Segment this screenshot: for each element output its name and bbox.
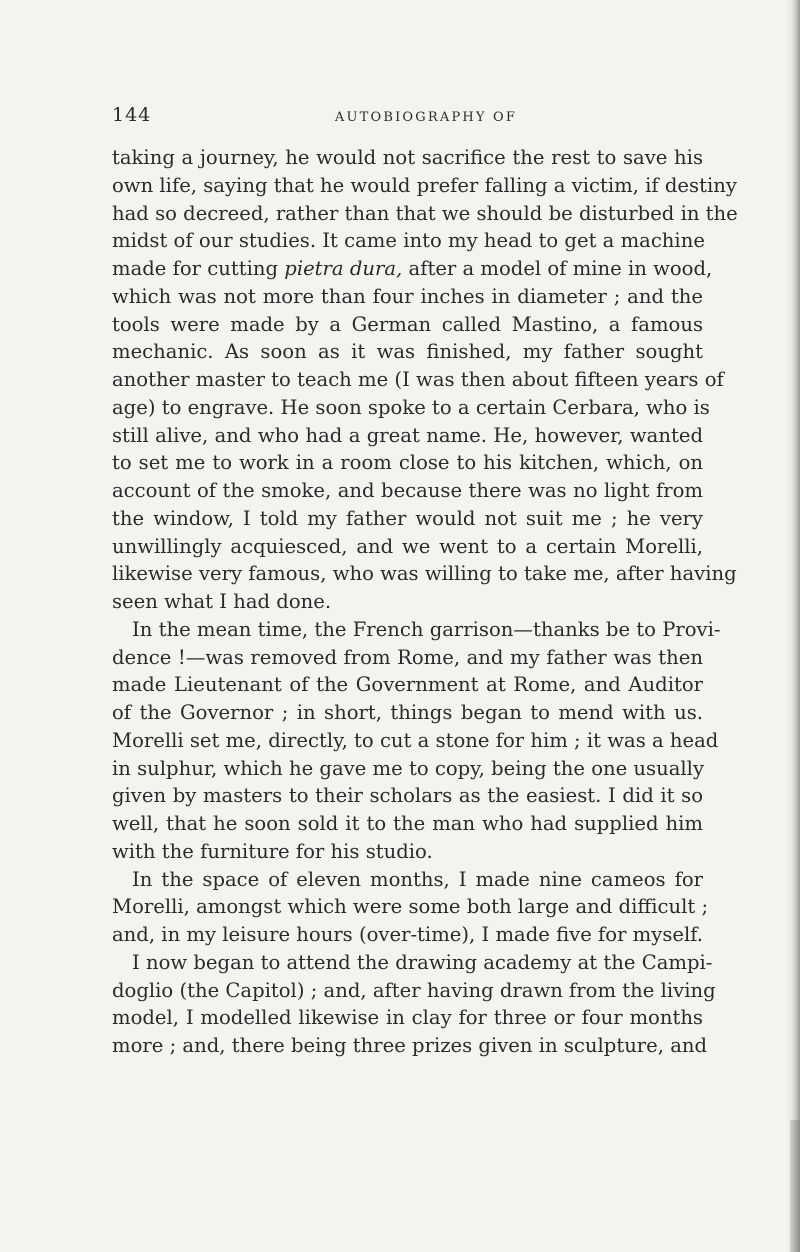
text-line: the window, I told my father would not suit me ; he very bbox=[112, 506, 703, 530]
text-line: with the furniture for his studio. bbox=[112, 839, 433, 863]
text-line: and, in my leisure hours (over-time), I made five for myself. bbox=[112, 923, 704, 946]
text-line: mechanic. As soon as it was finished, my father sought bbox=[112, 340, 703, 364]
text-line: which was not more than four inches in diameter ; and the bbox=[112, 284, 703, 308]
text-line: seen what I had done. bbox=[112, 590, 332, 613]
text-line: In the mean time, the French garrison—thanks be to Provi- bbox=[132, 617, 721, 641]
text-line: age) to engrave. He soon spoke to a certain Cerbara, who is bbox=[112, 395, 710, 419]
text-line: I now began to attend the drawing academy at the Campi- bbox=[132, 950, 713, 974]
text-line: unwillingly acquiesced, and we went to a certain Morelli, bbox=[112, 534, 703, 558]
text-line: still alive, and who had a great name. He, however, wanted bbox=[112, 423, 703, 447]
page-edge-shadow-lower bbox=[790, 1120, 800, 1252]
text-line: given by masters to their scholars as the easiest. I did it so bbox=[112, 784, 703, 808]
text-line: dence !—was removed from Rome, and my father was then bbox=[112, 645, 703, 669]
text-fragment: made for cutting bbox=[112, 257, 285, 280]
text-line: In the space of eleven months, I made nine cameos for bbox=[132, 867, 703, 891]
text-line: account of the smoke, and because there was no light from bbox=[112, 479, 703, 502]
text-line: of the Governor ; in short, things began to mend with us. bbox=[112, 701, 703, 724]
text-line: Morelli, amongst which were some both large and difficult ; bbox=[112, 895, 709, 919]
running-head: AUTOBIOGRAPHY OF bbox=[334, 110, 518, 125]
text-line: midst of our studies. It came into my head to get a machine bbox=[112, 229, 705, 253]
text-line: more ; and, there being three prizes given in sculpture, and bbox=[112, 1034, 708, 1057]
text-line: had so decreed, rather than that we should be disturbed in the bbox=[112, 201, 738, 225]
text-line: taking a journey, he would not sacrifice the rest to save his bbox=[112, 146, 703, 169]
text-line: Morelli set me, directly, to cut a stone for him ; it was a head bbox=[112, 728, 719, 752]
body-text bbox=[112, 144, 738, 1060]
text-line: likewise very famous, who was willing to take me, after having bbox=[112, 562, 737, 586]
text-fragment: after a model of mine in wood, bbox=[408, 257, 713, 280]
text-line: tools were made by a German called Mastino, a famous bbox=[112, 312, 703, 336]
text-line: model, I modelled likewise in clay for three or four months bbox=[112, 1006, 703, 1030]
text-line: well, that he soon sold it to the man who had supplied him bbox=[112, 812, 703, 835]
page-header bbox=[112, 98, 702, 138]
text-line: own life, saying that he would prefer falling a victim, if destiny bbox=[112, 173, 737, 197]
text-line: to set me to work in a room close to his kitchen, which, on bbox=[112, 451, 703, 475]
text-line: in sulphur, which he gave me to copy, being the one usually bbox=[112, 756, 705, 780]
text-line: doglio (the Capitol) ; and, after having drawn from the living bbox=[112, 978, 716, 1002]
text-line: another master to teach me (I was then about fifteen years of bbox=[112, 368, 724, 391]
italic-term: pietra dura, bbox=[284, 257, 403, 280]
text-line: made Lieutenant of the Government at Rome, and Auditor bbox=[112, 673, 703, 697]
text-line bbox=[112, 255, 713, 283]
page-edge-shadow bbox=[786, 0, 800, 1252]
page-number: 144 bbox=[112, 104, 152, 126]
